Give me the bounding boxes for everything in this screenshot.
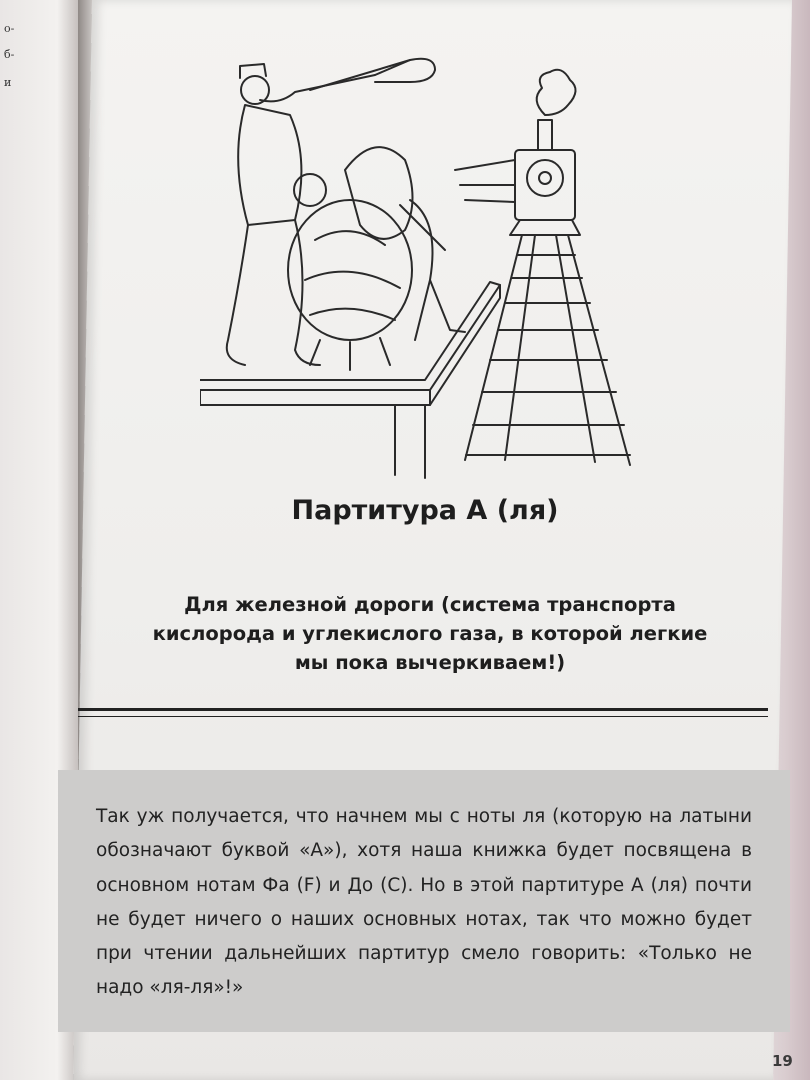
section-subtitle: Для железной дороги (система транспорта кислорода и углекислого газа, в которой легкие мы пока вычеркиваем!) — [152, 593, 708, 674]
page-number: 19 — [772, 1052, 793, 1070]
divider-thin — [78, 716, 768, 717]
illustration-musicians-railway-icon — [200, 20, 670, 480]
left-page-text-fragment: о- — [4, 22, 15, 35]
left-page-text-fragment: и — [4, 76, 12, 89]
intro-paragraph: Так уж получается, что начнем мы с ноты ля (которую на латыни обозначают буквой «А»), хотя наша книжка будет посвящена в основном нотам Фа (F) и До (С). Но в этой партитуре А (ля) почти не будет ничего о наших основных нотах, так что можно будет при чтении дальнейших партитур смело говорить: «Только не надо «ля-ля»!» — [96, 806, 752, 999]
section-title: Партитура А (ля) — [291, 495, 559, 526]
divider-thick — [78, 708, 768, 711]
left-page-text-fragment: б- — [4, 48, 15, 61]
